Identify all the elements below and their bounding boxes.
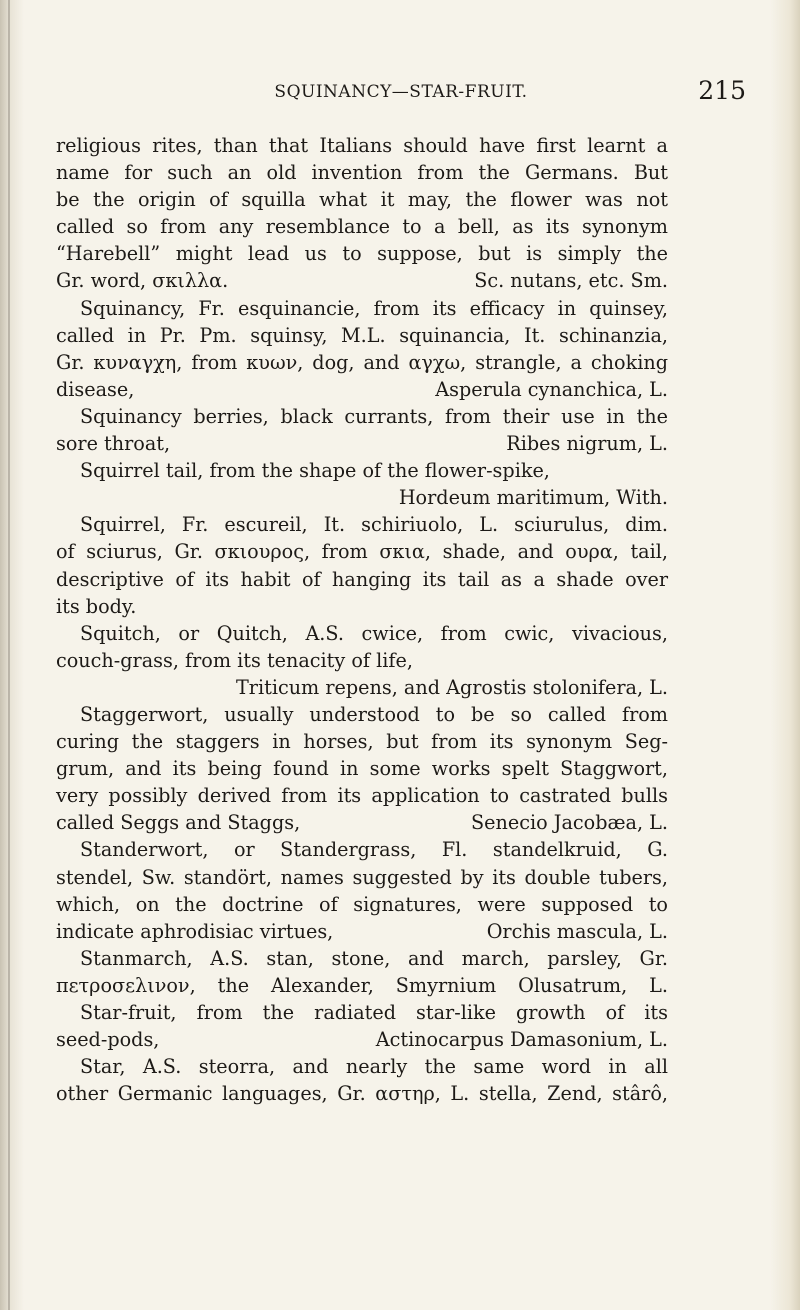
text-line: other Germanic languages, Gr. αστηρ, L. stella, Zend, stârô, <box>56 1082 668 1106</box>
text-line: Gr. κυναγχη, from κυων, dog, and αγχω, strangle, a choking <box>56 350 668 374</box>
text-line: very possibly derived from its application to castrated bulls <box>56 784 668 808</box>
text-line-left: disease, <box>56 377 135 401</box>
running-head: SQUINANCY—STAR-FRUIT. <box>274 82 528 102</box>
page-body <box>56 132 668 1107</box>
text-line: Triticum repens, and Agrostis stolonifera, L. <box>236 675 668 699</box>
text-line: Hordeum maritimum, With. <box>398 486 668 510</box>
text-line: called in Pr. Pm. squinsy, M.L. squinancia, It. schinanzia, <box>56 323 668 347</box>
entry-squirrel: Squirrel, Fr. escureil, It. schiriuolo, L. sciurulus, dim. <box>80 513 668 537</box>
text-line-right: Senecio Jacobæa, L. <box>471 811 668 835</box>
page-header <box>56 76 746 110</box>
entry-squinancy-berries: Squinancy berries, black currants, from their use in the <box>80 404 668 428</box>
entry-star-fruit: Star-fruit, from the radiated star-like growth of its <box>80 1001 668 1024</box>
text-line-right: Ribes nigrum, L. <box>506 432 668 456</box>
text-line-right: Asperula cynanchica, L. <box>435 377 668 401</box>
text-line-right: Actinocarpus Damasonium, L. <box>375 1028 668 1052</box>
text-line-split <box>56 918 668 945</box>
page-spine-shadow <box>8 0 10 1310</box>
text-line: “Harebell” might lead us to suppose, but is simply the <box>56 242 668 266</box>
text-line-split <box>56 376 668 403</box>
entry-squirrel-tail: Squirrel tail, from the shape of the flower-spike, <box>80 459 550 483</box>
text-line: name for such an old invention from the Germans. But <box>56 161 668 185</box>
entry-staggerwort: Staggerwort, usually understood to be so called from <box>80 702 668 726</box>
text-line: religious rites, than that Italians should have first learnt a <box>56 134 668 157</box>
entry-stanmarch: Stanmarch, A.S. stan, stone, and march, parsley, Gr. <box>80 946 668 970</box>
text-line: curing the staggers in horses, but from its synonym Seg- <box>56 730 668 754</box>
entry-star: Star, A.S. steorra, and nearly the same word in all <box>80 1055 668 1079</box>
entry-squinancy: Squinancy, Fr. esquinancie, from its efficacy in quinsey, <box>80 296 668 320</box>
entry-squitch: Squitch, or Quitch, A.S. cwice, from cwic, vivacious, <box>80 621 668 645</box>
text-line: πετροσελινον, the Alexander, Smyrnium Olusatrum, L. <box>56 973 668 997</box>
text-line-left: Gr. word, σκιλλα. <box>56 269 229 293</box>
text-line-left: indicate aphrodisiac virtues, <box>56 919 334 943</box>
text-line-left: called Seggs and Staggs, <box>56 811 301 835</box>
text-line-split <box>56 1026 668 1053</box>
text-line-split <box>56 267 668 294</box>
text-line: couch-grass, from its tenacity of life, <box>56 648 413 672</box>
text-line: grum, and its being found in some works spelt Staggwort, <box>56 757 668 781</box>
page-number: 215 <box>698 76 746 105</box>
text-line: be the origin of squilla what it may, the flower was not <box>56 188 668 212</box>
text-line-left: sore throat, <box>56 432 171 456</box>
text-line-right: Orchis mascula, L. <box>486 919 668 943</box>
text-line: descriptive of its habit of hanging its tail as a shade over <box>56 567 668 591</box>
text-line: its body. <box>56 594 137 618</box>
text-line: stendel, Sw. standört, names suggested by its double tubers, <box>56 865 668 889</box>
text-line-split <box>56 809 668 836</box>
text-line: called so from any resemblance to a bell, as its synonym <box>56 215 668 239</box>
text-line: of sciurus, Gr. σκιουρος, from σκια, shade, and ουρα, tail, <box>56 540 668 564</box>
text-line-split <box>56 430 668 457</box>
text-line: which, on the doctrine of signatures, were supposed to <box>56 892 668 916</box>
entry-standerwort: Standerwort, or Standergrass, Fl. standelkruid, G. <box>80 838 668 862</box>
text-line-right: Sc. nutans, etc. Sm. <box>474 269 668 293</box>
text-line-left: seed-pods, <box>56 1028 160 1052</box>
